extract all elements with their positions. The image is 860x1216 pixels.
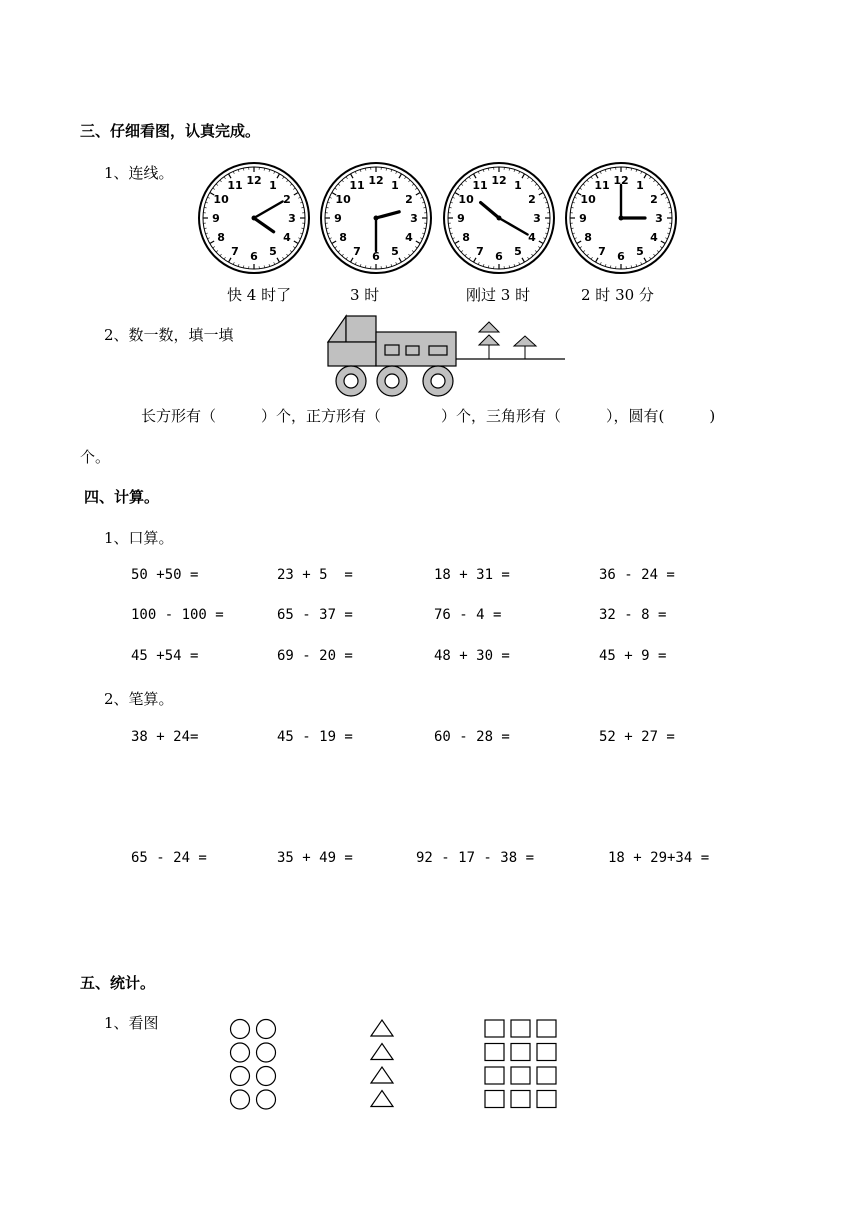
clock-number: 12 [246, 174, 262, 187]
section5-title: 五、统计。 [80, 974, 156, 992]
clock-caption-4: 2 时 30 分 [581, 286, 654, 304]
clock-number: 7 [598, 244, 606, 258]
oral-problem: 76 - 4 = [434, 607, 502, 623]
clock-caption-3: 刚过 3 时 [466, 286, 531, 304]
clock-number: 5 [269, 244, 277, 258]
clock-number: 2 [405, 193, 413, 206]
clock-number: 3 [410, 212, 418, 225]
oral-problem: 65 - 37 = [277, 607, 353, 623]
oral-problem: 45 +54 = [131, 648, 199, 664]
oral-problem: 48 + 30 = [434, 648, 510, 664]
clock-number: 8 [584, 231, 592, 244]
stat-circle [231, 1020, 250, 1039]
written-problem: 18 + 29+34 = [608, 850, 710, 866]
fill-blank-line: 长方形有（ ）个，正方形有（ ）个，三角形有（ ），圆有( ) [141, 407, 716, 425]
stat-triangle [371, 1044, 393, 1060]
clock-number: 4 [405, 231, 413, 244]
stat-triangle [371, 1020, 393, 1036]
clock-number: 5 [514, 244, 522, 258]
written-problem: 38 + 24= [131, 729, 199, 745]
clock-number: 9 [579, 212, 587, 225]
section4-title: 四、计算。 [84, 488, 160, 506]
stat-circle [257, 1020, 276, 1039]
clock-number: 4 [650, 231, 658, 244]
clock-number: 12 [368, 174, 384, 187]
stat-square [511, 1067, 530, 1084]
stat-square [485, 1091, 504, 1108]
clock-number: 11 [594, 179, 610, 193]
clock-number: 1 [391, 179, 399, 193]
stat-circle [257, 1067, 276, 1086]
clock-number: 7 [353, 244, 361, 258]
written-problem: 92 - 17 - 38 = [416, 850, 535, 866]
clock-number: 10 [335, 193, 351, 206]
clock-number: 8 [217, 231, 225, 244]
clock-number: 9 [457, 212, 465, 225]
clock-number: 8 [339, 231, 347, 244]
stat-square [511, 1020, 530, 1037]
stat-circle [231, 1067, 250, 1086]
clock-number: 8 [462, 231, 470, 244]
stats-label: 1、看图 [104, 1014, 159, 1032]
clock-number: 2 [283, 193, 291, 206]
clock-number: 5 [391, 244, 399, 258]
clock-number: 11 [227, 179, 243, 193]
clock-number: 12 [491, 174, 507, 187]
oral-problem: 36 - 24 = [599, 567, 675, 583]
written-problem: 65 - 24 = [131, 850, 207, 866]
clock-number: 10 [213, 193, 229, 206]
stat-square [537, 1091, 556, 1108]
clock-number: 1 [514, 179, 522, 193]
clock-number: 3 [533, 212, 541, 225]
clock-number: 9 [212, 212, 220, 225]
written-problem: 60 - 28 = [434, 729, 510, 745]
oral-problem: 23 + 5 = [277, 567, 353, 583]
clock-number: 10 [580, 193, 596, 206]
written-calc-label: 2、笔算。 [104, 690, 174, 708]
clock-number: 4 [283, 231, 291, 244]
clock-number: 6 [250, 250, 258, 263]
oral-problem: 50 +50 = [131, 567, 199, 583]
clock-number: 10 [458, 193, 474, 206]
clock-number: 4 [528, 231, 536, 244]
oral-problem: 100 - 100 = [131, 607, 224, 623]
written-problem: 45 - 19 = [277, 729, 353, 745]
clock-number: 9 [334, 212, 342, 225]
oral-problem: 32 - 8 = [599, 607, 667, 623]
fill-blank-line-end: 个。 [80, 448, 111, 466]
clock-caption-2: 3 时 [350, 286, 380, 304]
stat-square [537, 1067, 556, 1084]
stat-square [511, 1091, 530, 1108]
clock-number: 6 [372, 250, 380, 263]
stat-circle [257, 1043, 276, 1062]
stat-triangle [371, 1091, 393, 1107]
clock-number: 6 [617, 250, 625, 263]
clock-number: 3 [655, 212, 663, 225]
stat-square [485, 1044, 504, 1061]
stat-square [537, 1044, 556, 1061]
written-problem: 35 + 49 = [277, 850, 353, 866]
stat-square [511, 1044, 530, 1061]
stat-circle [257, 1090, 276, 1109]
clock-number: 11 [349, 179, 365, 193]
clock-number: 1 [269, 179, 277, 193]
stat-circle [231, 1043, 250, 1062]
stat-triangle [371, 1067, 393, 1083]
q1-label: 1、连线。 [104, 164, 174, 182]
clock-number: 6 [495, 250, 503, 263]
clock-number: 12 [613, 174, 629, 187]
oral-problem: 45 + 9 = [599, 648, 667, 664]
oral-problem: 69 - 20 = [277, 648, 353, 664]
oral-problem: 18 + 31 = [434, 567, 510, 583]
clock-number: 11 [472, 179, 488, 193]
q2-label: 2、数一数，填一填 [104, 326, 234, 344]
clock-number: 1 [636, 179, 644, 193]
clock-caption-1: 快 4 时了 [227, 286, 292, 304]
stat-square [537, 1020, 556, 1037]
clock-number: 3 [288, 212, 296, 225]
clock-number: 5 [636, 244, 644, 258]
oral-calc-label: 1、口算。 [104, 529, 174, 547]
clock-number: 7 [231, 244, 239, 258]
clock-number: 7 [476, 244, 484, 258]
stat-square [485, 1067, 504, 1084]
clock-number: 2 [528, 193, 536, 206]
stat-square [485, 1020, 504, 1037]
clock-number: 2 [650, 193, 658, 206]
stat-circle [231, 1090, 250, 1109]
written-problem: 52 + 27 = [599, 729, 675, 745]
section3-title: 三、仔细看图，认真完成。 [80, 122, 261, 140]
